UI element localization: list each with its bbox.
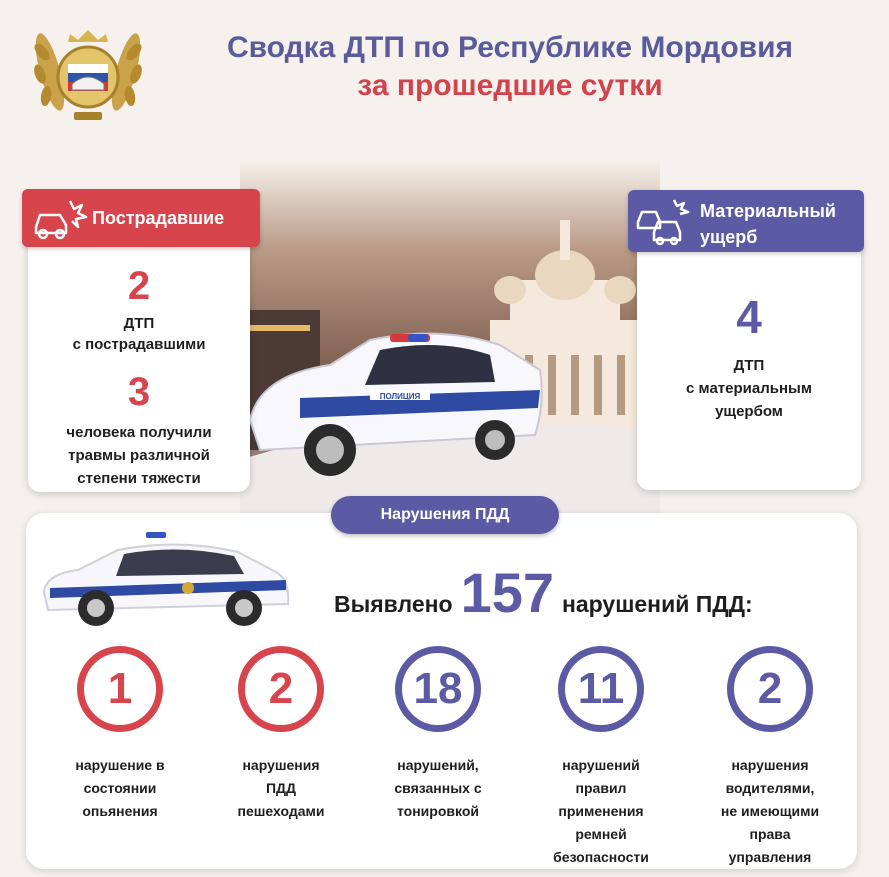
violation-text-line: состоянии [83,780,157,796]
violations-headline [334,560,753,630]
injured-people-label-1: человека получили [66,424,212,441]
violation-text-pedestrians [206,754,356,823]
damage-label-2: с материальным [686,380,812,397]
header [160,30,860,106]
violation-circle-drunk: 1 [77,646,163,732]
violation-text-line: ремней [575,826,627,842]
injured-tag-label: Пострадавшие [92,208,225,228]
violations-prefix: Выявлено [334,591,453,617]
violation-text-line: права [749,826,791,842]
injured-accidents-count: 2 [127,264,151,308]
violation-text-tinting [363,754,513,823]
damage-tag [628,190,864,252]
night-scene-image [240,160,660,520]
violation-text-line: нарушение в [75,757,165,773]
violation-text-line: нарушения [242,757,320,773]
injured-accidents-label: ДТП [123,315,155,332]
violation-circle-pedestrians: 2 [238,646,324,732]
injured-people-count: 3 [127,370,151,414]
violations-total: 157 [460,561,554,624]
violation-circle-seatbelts: 11 [558,646,644,732]
damage-count: 4 [736,291,762,343]
violation-text-no-license [695,754,845,869]
violation-text-line: нарушений [562,757,640,773]
violation-text-line: пешеходами [237,803,325,819]
violation-text-line: нарушения [731,757,809,773]
violation-text-line: опьянения [82,803,158,819]
injured-people-label-3: степени тяжести [77,470,201,487]
car-crash-icon [30,195,88,241]
car-collision-icon [634,196,692,246]
violation-text-line: управления [728,849,812,865]
violation-text-drunk [45,754,195,823]
violation-text-line: нарушений, [397,757,479,773]
violation-circle-no-license: 2 [727,646,813,732]
injured-tag [22,189,260,247]
violation-text-line: ПДД [265,780,296,796]
violation-text-line: безопасности [553,849,649,865]
violations-suffix: нарушений ПДД: [562,591,753,617]
damage-tag-line-2: ущерб [700,227,758,247]
violation-circle-tinting: 18 [395,646,481,732]
traffic-police-emblem-icon [28,12,148,132]
injured-card [28,220,250,492]
injured-accidents-label-2: с пострадавшими [72,336,206,353]
damage-card [637,232,861,490]
violation-text-line: не имеющими [720,803,820,819]
damage-tag-label [700,198,836,250]
violation-text-seatbelts [526,754,676,869]
violation-text-line: применения [558,803,644,819]
damage-label-1: ДТП [733,357,765,374]
violation-text-line: тонировкой [397,803,479,819]
violation-text-line: правил [575,780,627,796]
violations-pill: Нарушения ПДД [331,496,559,534]
svg-text:ПОЛИЦИЯ: ПОЛИЦИЯ [379,392,421,401]
page-title: Сводка ДТП по Республике Мордовия [226,31,794,64]
violation-text-line: водителями, [725,780,815,796]
damage-label-3: ущербом [715,403,783,420]
page-subtitle: за прошедшие сутки [357,69,663,102]
police-car-image [38,530,294,630]
violation-text-line: связанных с [394,780,482,796]
damage-tag-line-1: Материальный [700,201,836,221]
injured-people-label-2: травмы различной [68,447,210,464]
